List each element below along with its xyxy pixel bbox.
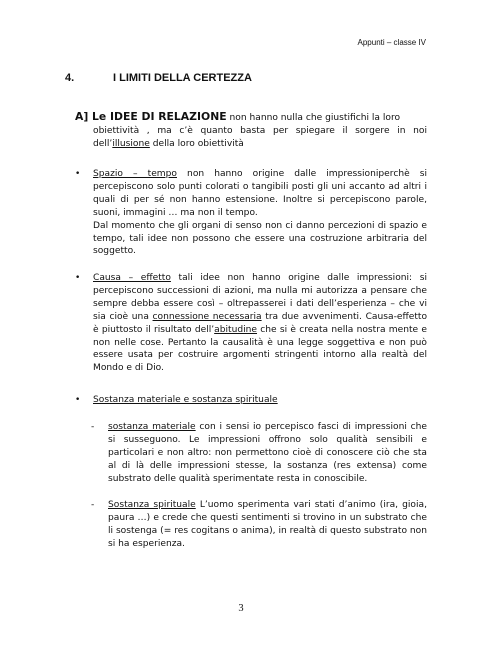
bullet-icon: • xyxy=(75,169,81,179)
underlined-term: Causa – effetto xyxy=(93,273,171,283)
page-number: 3 xyxy=(238,603,244,614)
bullet-text: tra due avvenimenti. Causa-effetto è piuttosto il risultato dell’ xyxy=(93,311,428,335)
bullet-icon: • xyxy=(75,395,81,405)
bullet-text: tali idee non hanno origine dalle impressioni: si percepiscono successioni di azioni, ma nulla mi autorizza a pensare che sempre debba essere così – oltrepasserei i dati dell’esperienza – che vi sia cioè una xyxy=(93,273,427,322)
bullet-text: che si è creata nella nostra mente e non nelle cose. Pertanto la causalità è una legge soggettiva e non può essere usata per costruire argomenti stringenti intorno alla realtà del Mondo e di Dio. xyxy=(93,324,427,374)
paragraph-label: A] Le IDEE DI RELAZIONE xyxy=(75,110,227,123)
paragraph-idee-di-relazione xyxy=(75,111,427,151)
underlined-term: Sostanza materiale e sostanza spirituale xyxy=(93,395,278,405)
section-title: I LIMITI DELLA CERTEZZA xyxy=(113,72,252,84)
bullet-spazio-tempo xyxy=(75,168,427,258)
sub-item-sostanza-spirituale xyxy=(91,499,427,551)
running-header: Appunti – classe IV xyxy=(357,38,426,47)
paragraph-text: obiettività , ma c’è quanto basta per spiegare il sorgere in noi dell’ xyxy=(93,125,427,149)
bullet-sostanza xyxy=(75,394,427,407)
bullet-icon: • xyxy=(75,273,81,283)
sub-item-sostanza-materiale xyxy=(91,421,427,486)
bullet-text: Dal momento che gli organi di senso non ci danno percezioni di spazio e tempo, tali idee non possono che essere una costruzione arbitraria del soggetto. xyxy=(93,220,427,257)
paragraph-text: della loro obiettività xyxy=(149,138,244,149)
underlined-term: Sostanza spirituale xyxy=(108,500,196,510)
underlined-term: connessione necessaria xyxy=(152,311,262,322)
underlined-term: Spazio – tempo xyxy=(93,169,177,179)
sub-item-text: con i sensi io percepisco fasci di impressioni che si susseguono. Le impressioni offrono solo qualità sensibili e particolari e non altro: non permettono cioè di conoscere ciò che sta al di là delle impressioni stesse, la sostanza (res extensa) come substrato delle qualità sperimentate resta in conoscibile. xyxy=(108,422,428,484)
dash-marker: - xyxy=(91,500,95,510)
dash-marker: - xyxy=(91,422,95,432)
bullet-text: non hanno origine dalle impressioniperchè si percepiscono solo punti colorati o tangibili posti gli uni accanto ad altri i quali di per sé non hanno estensione. Inoltre si percepiscono parole, suoni, immagini … ma non il tempo. xyxy=(93,169,427,218)
underlined-term: sostanza materiale xyxy=(108,422,196,432)
sub-item-text: L’uomo sperimenta vari stati d’animo (ira, gioia, paura …) e crede che questi sentimenti si trovino in un substrato che li sostenga (= res cogitans o anima), in realtà di questo substrato non si ha esperienza. xyxy=(108,500,427,549)
bullet-causa-effetto xyxy=(75,272,427,375)
paragraph-text: non hanno nulla che giustifichi la loro xyxy=(226,113,401,123)
underlined-term: illusione xyxy=(112,138,150,149)
underlined-term: abitudine xyxy=(214,324,258,335)
section-heading xyxy=(65,72,252,84)
section-number: 4. xyxy=(65,72,75,84)
